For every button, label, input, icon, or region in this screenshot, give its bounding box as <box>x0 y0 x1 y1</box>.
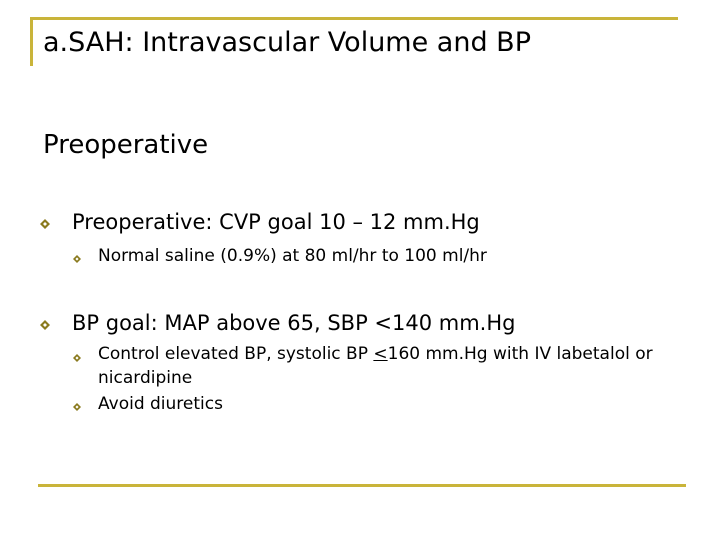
sub-bullet-2-2: Avoid diuretics <box>98 394 223 414</box>
diamond-bullet-icon <box>73 354 81 362</box>
section-heading: Preoperative <box>43 130 209 160</box>
diamond-bullet-icon <box>73 403 81 411</box>
title-accent-top <box>30 17 678 20</box>
sub-bullet-2-1-pre: Control elevated BP, systolic BP <box>98 344 374 364</box>
diamond-bullet-icon <box>40 320 50 330</box>
bullet-2: BP goal: MAP above 65, SBP <140 mm.Hg <box>72 311 516 335</box>
title-accent-left <box>30 17 33 66</box>
slide-title: a.SAH: Intravascular Volume and BP <box>43 27 531 58</box>
bullet-1: Preoperative: CVP goal 10 – 12 mm.Hg <box>72 210 480 234</box>
diamond-bullet-icon <box>40 219 50 229</box>
sub-bullet-2-1 <box>98 342 658 390</box>
sub-bullet-2-1-underlined: < <box>373 344 388 364</box>
sub-bullet-1-1: Normal saline (0.9%) at 80 ml/hr to 100 ml/hr <box>98 246 487 266</box>
diamond-bullet-icon <box>73 255 81 263</box>
footer-accent-line <box>38 484 686 487</box>
sub-bullet-2-1-post: 160 mm.Hg with IV labetalol or nicardipine <box>98 344 653 388</box>
